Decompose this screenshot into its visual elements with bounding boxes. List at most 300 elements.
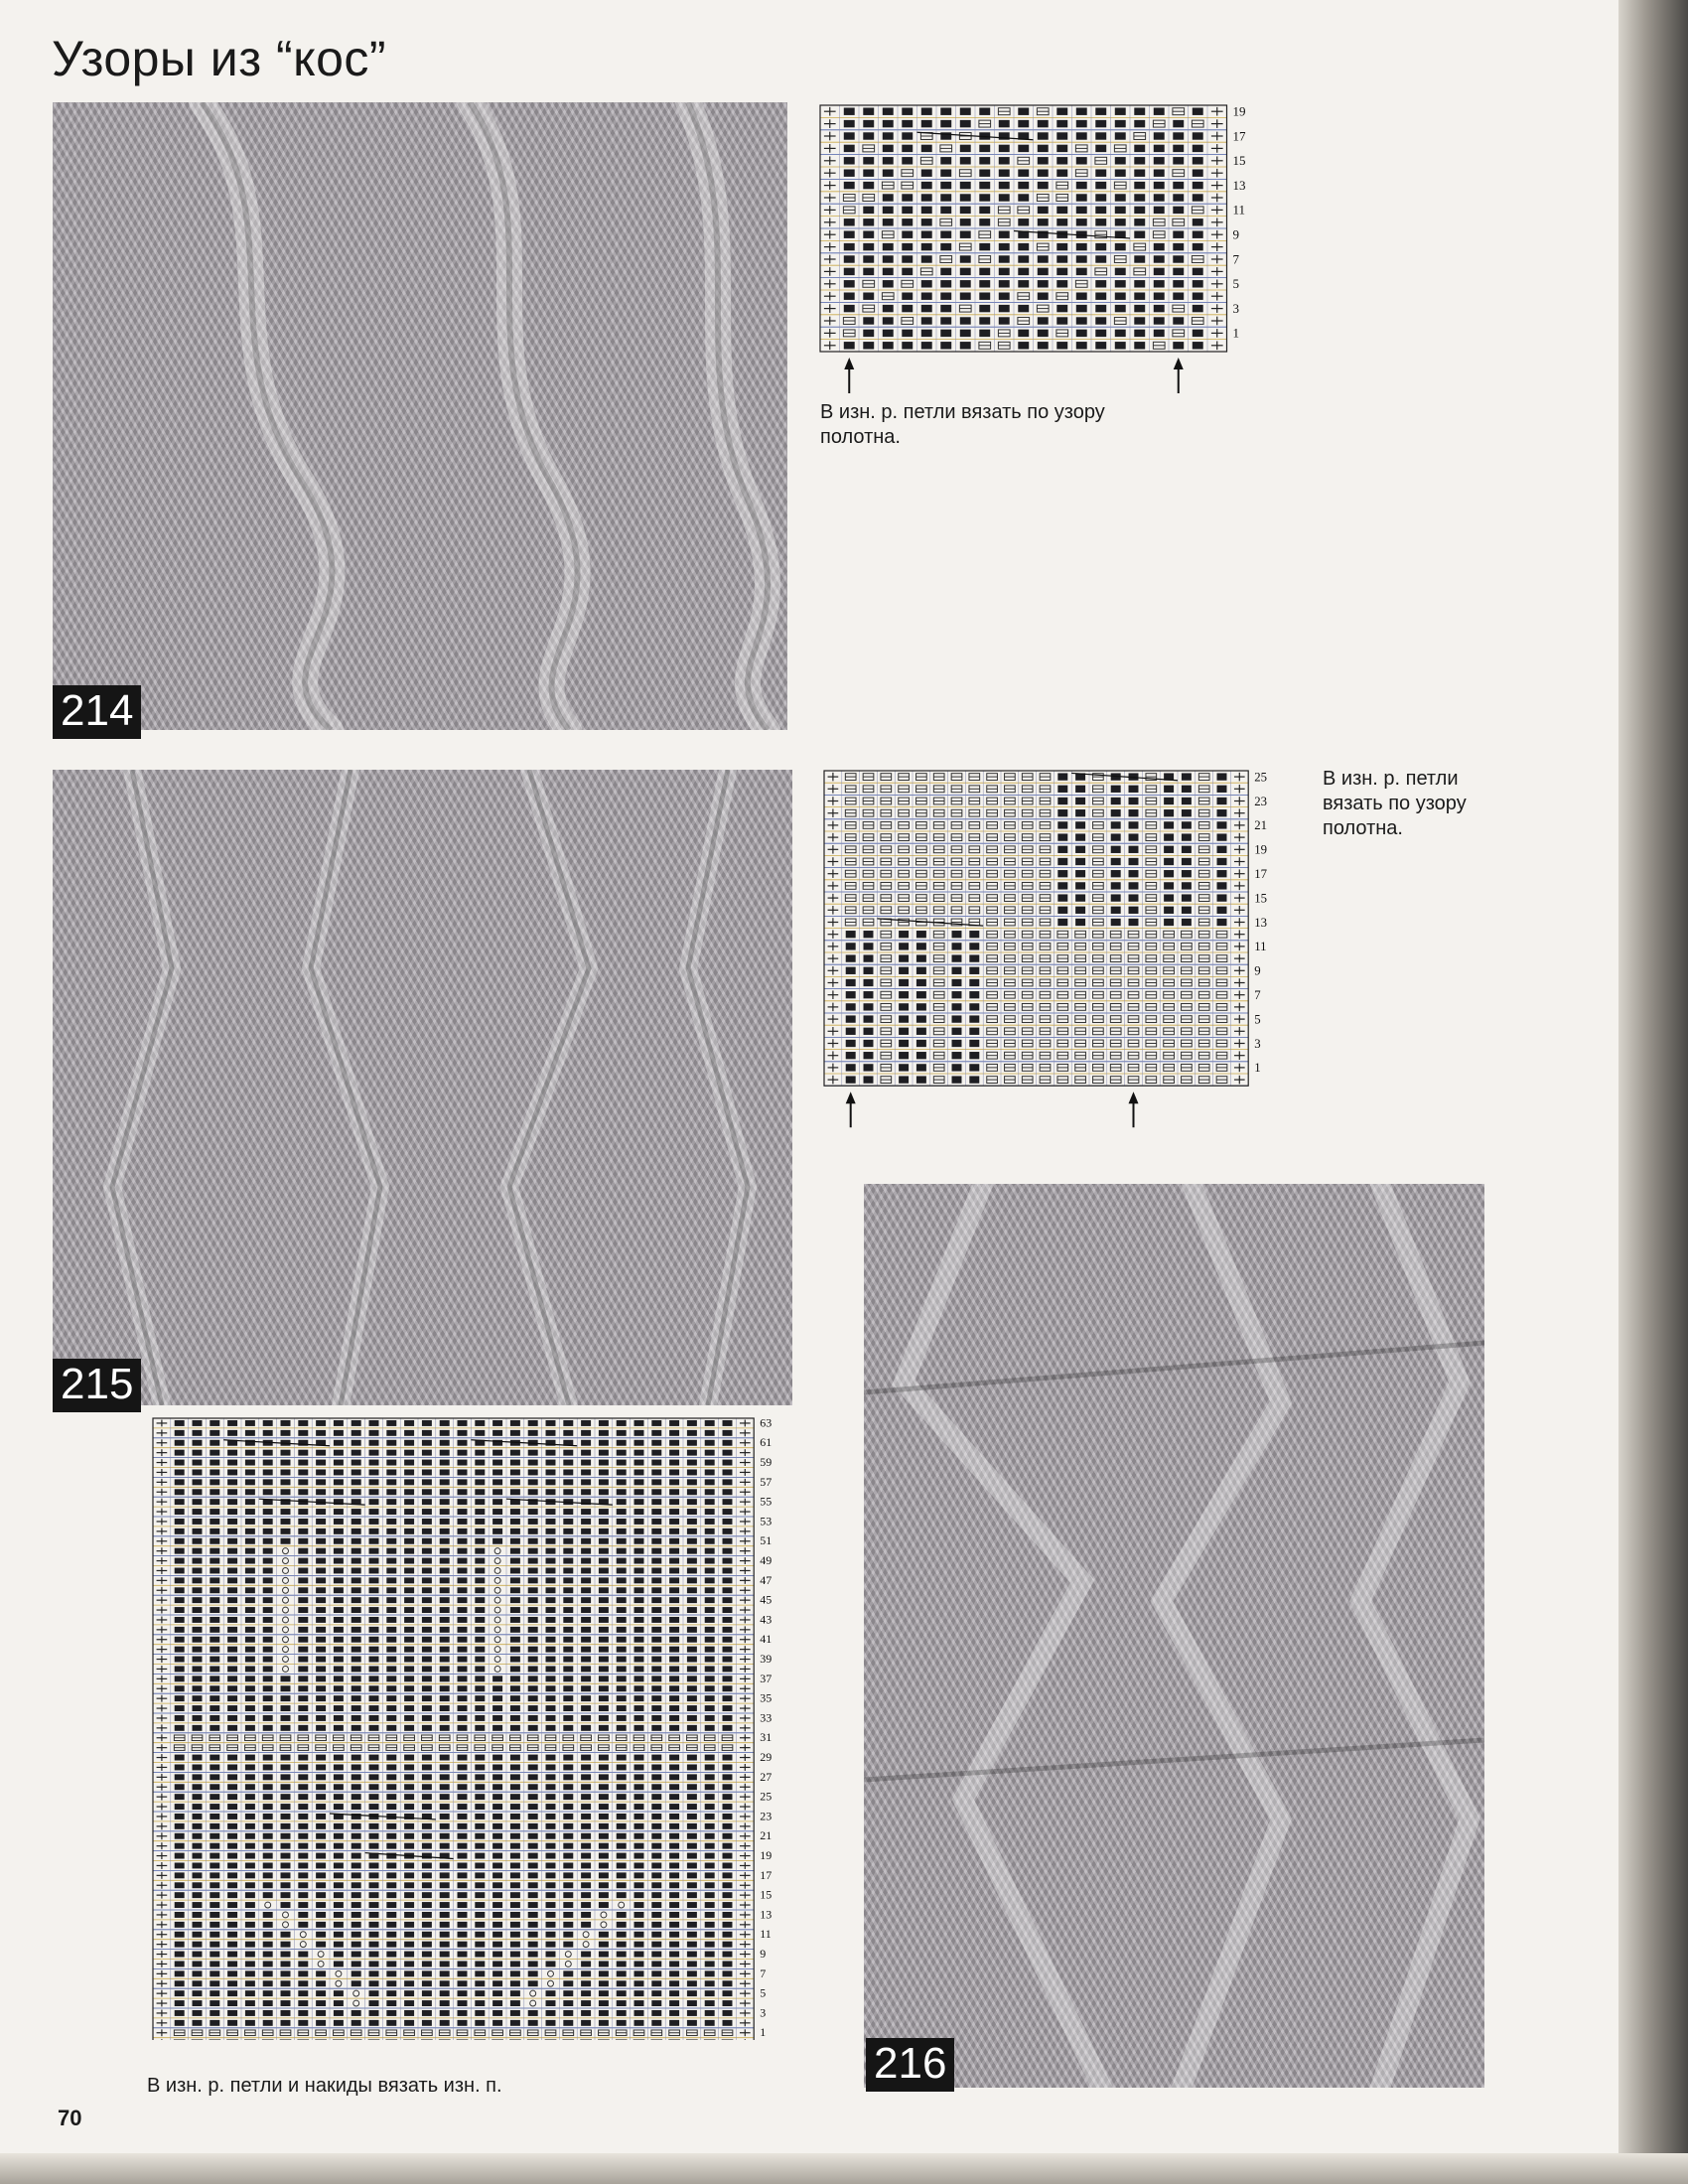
row-label: 7 xyxy=(1232,251,1240,267)
stitch-knit xyxy=(492,1952,502,1958)
stitch-knit xyxy=(492,1922,502,1928)
stitch-knit xyxy=(298,1922,308,1928)
stitch-knit xyxy=(458,1932,468,1938)
stitch-knit xyxy=(352,1872,361,1878)
stitch-knit xyxy=(316,1509,326,1515)
stitch-knit xyxy=(617,1529,627,1534)
stitch-knit xyxy=(599,1853,609,1859)
stitch-knit xyxy=(440,1657,450,1663)
stitch-knit xyxy=(546,1862,556,1868)
stitch-knit xyxy=(193,1430,203,1436)
stitch-knit xyxy=(844,120,855,127)
stitch-knit xyxy=(245,1725,255,1731)
stitch-knit xyxy=(651,1912,661,1918)
stitch-knit xyxy=(651,1420,661,1426)
stitch-knit xyxy=(599,1862,609,1868)
stitch-knit xyxy=(705,1872,715,1878)
stitch-knit xyxy=(352,1912,361,1918)
stitch-knit xyxy=(687,1538,697,1544)
stitch-knit xyxy=(227,1519,237,1525)
stitch-knit xyxy=(669,1666,679,1672)
stitch-knit xyxy=(969,991,979,998)
stitch-knit xyxy=(546,2000,556,2006)
stitch-knit xyxy=(705,1794,715,1800)
stitch-knit xyxy=(651,1882,661,1888)
stitch-knit xyxy=(404,1637,414,1643)
stitch-knit xyxy=(316,1469,326,1475)
stitch-knit xyxy=(440,1764,450,1770)
stitch-knit xyxy=(245,1872,255,1878)
stitch-knit xyxy=(528,1587,538,1593)
stitch-knit xyxy=(1164,870,1174,877)
stitch-knit xyxy=(669,1932,679,1938)
stitch-knit xyxy=(475,2000,485,2006)
stitch-knit xyxy=(669,1784,679,1790)
stitch-knit xyxy=(298,2020,308,2026)
stitch-knit xyxy=(281,1902,291,1908)
stitch-knit xyxy=(1129,882,1139,889)
stitch-knit xyxy=(687,1814,697,1820)
stitch-knit xyxy=(599,1577,609,1583)
stitch-knit xyxy=(546,1902,556,1908)
stitch-knit xyxy=(634,1587,644,1593)
stitch-knit xyxy=(458,1509,468,1515)
stitch-knit xyxy=(386,1695,396,1701)
stitch-knit xyxy=(298,1519,308,1525)
stitch-knit xyxy=(193,1952,203,1958)
stitch-knit xyxy=(1134,169,1145,176)
stitch-knit xyxy=(298,1567,308,1573)
stitch-knit xyxy=(723,1558,733,1564)
stitch-knit xyxy=(617,2010,627,2016)
stitch-knit xyxy=(263,1804,273,1810)
stitch-knit xyxy=(1018,243,1029,250)
stitch-knit xyxy=(1038,169,1049,176)
stitch-knit xyxy=(528,1647,538,1653)
stitch-knit xyxy=(899,991,909,998)
stitch-knit xyxy=(210,1538,219,1544)
stitch-knit xyxy=(634,1499,644,1505)
stitch-knit xyxy=(193,1450,203,1456)
stitch-knit xyxy=(227,1823,237,1829)
stitch-knit xyxy=(705,1932,715,1938)
stitch-knit xyxy=(352,1538,361,1544)
stitch-knit xyxy=(422,1794,432,1800)
stitch-knit xyxy=(510,2010,520,2016)
stitch-knit xyxy=(634,1617,644,1623)
stitch-knit xyxy=(210,1509,219,1515)
stitch-knit xyxy=(404,1499,414,1505)
stitch-knit xyxy=(723,1952,733,1958)
stitch-knit xyxy=(651,1440,661,1446)
stitch-knit xyxy=(705,1862,715,1868)
stitch-knit xyxy=(316,1695,326,1701)
stitch-knit xyxy=(263,1755,273,1761)
stitch-knit xyxy=(193,1942,203,1948)
stitch-knit xyxy=(475,1479,485,1485)
stitch-knit xyxy=(298,1538,308,1544)
stitch-knit xyxy=(1095,280,1106,287)
stitch-knit xyxy=(334,1961,344,1966)
stitch-knit xyxy=(210,1460,219,1466)
stitch-knit xyxy=(440,1833,450,1839)
stitch-knit xyxy=(175,2010,185,2016)
stitch-knit xyxy=(952,1064,962,1071)
stitch-knit xyxy=(510,1558,520,1564)
chart-216 xyxy=(149,1414,844,2040)
stitch-knit xyxy=(227,1892,237,1898)
stitch-knit xyxy=(227,1872,237,1878)
stitch-knit xyxy=(528,1882,538,1888)
stitch-knit xyxy=(227,1862,237,1868)
stitch-knit xyxy=(245,1902,255,1908)
row-label: 7 xyxy=(1254,987,1261,1002)
stitch-knit xyxy=(969,1003,979,1010)
stitch-knit xyxy=(634,1853,644,1859)
stitch-knit xyxy=(245,1823,255,1829)
row-label: 15 xyxy=(1232,153,1246,169)
stitch-knit xyxy=(245,1980,255,1986)
stitch-knit xyxy=(281,1794,291,1800)
stitch-knit xyxy=(386,1637,396,1643)
stitch-knit xyxy=(634,1685,644,1691)
stitch-knit xyxy=(1154,255,1165,262)
stitch-knit xyxy=(193,1843,203,1849)
stitch-knit xyxy=(705,1607,715,1613)
stitch-knit xyxy=(263,1509,273,1515)
stitch-knit xyxy=(864,979,874,986)
stitch-knit xyxy=(352,1597,361,1603)
stitch-knit xyxy=(617,1519,627,1525)
stitch-knit xyxy=(492,1902,502,1908)
row-label: 19 xyxy=(1232,103,1246,119)
stitch-knit xyxy=(193,1804,203,1810)
stitch-knit xyxy=(193,1902,203,1908)
stitch-knit xyxy=(899,943,909,949)
stitch-knit xyxy=(563,1420,573,1426)
stitch-knit xyxy=(546,1558,556,1564)
stitch-knit xyxy=(334,1567,344,1573)
stitch-knit xyxy=(227,1617,237,1623)
stitch-knit xyxy=(581,1725,591,1731)
stitch-knit xyxy=(263,1980,273,1986)
stitch-knit xyxy=(440,1577,450,1583)
stitch-knit xyxy=(687,2020,697,2026)
stitch-knit xyxy=(510,1715,520,1721)
stitch-knit xyxy=(1076,107,1087,114)
stitch-knit xyxy=(458,1970,468,1976)
stitch-knit xyxy=(651,1922,661,1928)
stitch-knit xyxy=(369,1637,379,1643)
stitch-knit xyxy=(563,1685,573,1691)
stitch-knit xyxy=(1018,305,1029,312)
stitch-knit xyxy=(1095,292,1106,299)
stitch-knit xyxy=(404,1489,414,1495)
stitch-knit xyxy=(334,1647,344,1653)
stitch-knit xyxy=(528,1705,538,1711)
stitch-knit xyxy=(475,1499,485,1505)
stitch-yarn-over xyxy=(548,1980,554,1986)
stitch-knit xyxy=(492,1892,502,1898)
stitch-knit xyxy=(492,1882,502,1888)
stitch-knit xyxy=(979,182,990,189)
stitch-knit xyxy=(723,1705,733,1711)
stitch-knit xyxy=(634,1597,644,1603)
stitch-knit xyxy=(581,1685,591,1691)
stitch-knit xyxy=(334,1794,344,1800)
stitch-knit xyxy=(440,1794,450,1800)
row-label: 17 xyxy=(1232,128,1246,144)
stitch-knit xyxy=(475,1617,485,1623)
pattern-number-215: 215 xyxy=(53,1359,141,1412)
stitch-knit xyxy=(492,1489,502,1495)
stitch-knit xyxy=(883,243,894,250)
stitch-knit xyxy=(245,1814,255,1820)
stitch-knit xyxy=(1134,292,1145,299)
stitch-knit xyxy=(298,1647,308,1653)
stitch-knit xyxy=(475,1529,485,1534)
stitch-knit xyxy=(1134,157,1145,164)
stitch-knit xyxy=(475,1902,485,1908)
stitch-knit xyxy=(458,1922,468,1928)
stitch-knit xyxy=(369,1685,379,1691)
stitch-knit xyxy=(369,1489,379,1495)
stitch-knit xyxy=(705,1647,715,1653)
stitch-knit xyxy=(440,1725,450,1731)
stitch-knit xyxy=(528,1567,538,1573)
stitch-knit xyxy=(581,1567,591,1573)
stitch-knit xyxy=(281,1715,291,1721)
stitch-knit xyxy=(334,1529,344,1534)
stitch-knit xyxy=(599,1715,609,1721)
stitch-knit xyxy=(193,1617,203,1623)
stitch-knit xyxy=(298,1961,308,1966)
stitch-knit xyxy=(687,1499,697,1505)
stitch-knit xyxy=(705,1597,715,1603)
stitch-knit xyxy=(687,1774,697,1780)
stitch-knit xyxy=(352,1695,361,1701)
stitch-knit xyxy=(193,1479,203,1485)
stitch-knit xyxy=(510,1814,520,1820)
cable-texture-214 xyxy=(53,102,787,730)
stitch-knit xyxy=(563,1675,573,1681)
stitch-knit xyxy=(940,120,951,127)
stitch-knit xyxy=(316,1460,326,1466)
stitch-knit xyxy=(863,157,874,164)
stitch-knit xyxy=(193,1715,203,1721)
stitch-knit xyxy=(952,991,962,998)
stitch-knit xyxy=(546,1637,556,1643)
stitch-knit xyxy=(352,1460,361,1466)
stitch-knit xyxy=(864,1052,874,1059)
stitch-knit xyxy=(1134,280,1145,287)
stitch-knit xyxy=(546,1833,556,1839)
stitch-knit xyxy=(352,1902,361,1908)
stitch-knit xyxy=(510,1627,520,1633)
stitch-knit xyxy=(1134,120,1145,127)
stitch-knit xyxy=(563,1862,573,1868)
stitch-knit xyxy=(634,1952,644,1958)
stitch-knit xyxy=(634,1567,644,1573)
stitch-knit xyxy=(1038,317,1049,324)
stitch-knit xyxy=(599,1794,609,1800)
stitch-knit xyxy=(581,1872,591,1878)
stitch-knit xyxy=(1057,894,1067,901)
stitch-knit xyxy=(245,1990,255,1996)
row-label: 39 xyxy=(760,1652,773,1667)
stitch-knit xyxy=(1018,280,1029,287)
stitch-knit xyxy=(1056,207,1067,214)
stitch-knit xyxy=(458,1685,468,1691)
stitch-knit xyxy=(651,1499,661,1505)
stitch-knit xyxy=(902,268,913,275)
stitch-knit xyxy=(334,1430,344,1436)
stitch-knit xyxy=(952,954,962,961)
stitch-knit xyxy=(1115,157,1126,164)
stitch-knit xyxy=(669,1420,679,1426)
stitch-knit xyxy=(298,1637,308,1643)
stitch-knit xyxy=(492,1538,502,1544)
stitch-knit xyxy=(210,1627,219,1633)
stitch-knit xyxy=(510,1942,520,1948)
stitch-knit xyxy=(687,1755,697,1761)
stitch-knit xyxy=(599,1617,609,1623)
stitch-knit xyxy=(492,1755,502,1761)
stitch-knit xyxy=(669,1853,679,1859)
stitch-knit xyxy=(844,268,855,275)
stitch-knit xyxy=(210,1450,219,1456)
stitch-knit xyxy=(617,1637,627,1643)
stitch-knit xyxy=(1134,230,1145,237)
stitch-knit xyxy=(528,1460,538,1466)
stitch-knit xyxy=(440,1990,450,1996)
stitch-knit xyxy=(245,1774,255,1780)
row-label: 27 xyxy=(760,1769,773,1784)
stitch-knit xyxy=(1095,182,1106,189)
stitch-knit xyxy=(352,1922,361,1928)
stitch-knit xyxy=(440,1814,450,1820)
stitch-knit xyxy=(617,2020,627,2026)
stitch-knit xyxy=(617,1666,627,1672)
stitch-knit xyxy=(475,1725,485,1731)
stitch-knit xyxy=(298,1469,308,1475)
stitch-knit xyxy=(458,1597,468,1603)
stitch-knit xyxy=(298,1862,308,1868)
stitch-knit xyxy=(245,1479,255,1485)
stitch-yarn-over xyxy=(283,1577,289,1583)
stitch-knit xyxy=(844,182,855,189)
stitch-knit xyxy=(422,1617,432,1623)
stitch-knit xyxy=(705,1489,715,1495)
stitch-knit xyxy=(193,1529,203,1534)
stitch-knit xyxy=(528,1980,538,1986)
stitch-knit xyxy=(960,120,971,127)
stitch-knit xyxy=(281,1479,291,1485)
stitch-knit xyxy=(1076,132,1087,139)
stitch-knit xyxy=(528,1627,538,1633)
row-label: 21 xyxy=(1254,818,1267,833)
stitch-knit xyxy=(422,1774,432,1780)
stitch-knit xyxy=(193,1755,203,1761)
stitch-knit xyxy=(175,1577,185,1583)
stitch-knit xyxy=(404,1657,414,1663)
stitch-knit xyxy=(298,1990,308,1996)
stitch-knit xyxy=(687,1509,697,1515)
stitch-knit xyxy=(723,1460,733,1466)
stitch-knit xyxy=(1075,858,1085,865)
stitch-knit xyxy=(334,1489,344,1495)
stitch-knit xyxy=(386,1774,396,1780)
stitch-knit xyxy=(687,1627,697,1633)
stitch-yarn-over xyxy=(353,1990,359,1996)
stitch-knit xyxy=(617,1952,627,1958)
stitch-knit xyxy=(422,1990,432,1996)
stitch-knit xyxy=(563,1725,573,1731)
stitch-yarn-over xyxy=(494,1647,500,1653)
stitch-knit xyxy=(723,1685,733,1691)
stitch-knit xyxy=(1173,268,1184,275)
stitch-knit xyxy=(723,1990,733,1996)
stitch-knit xyxy=(563,1577,573,1583)
row-label: 19 xyxy=(1254,842,1267,857)
stitch-knit xyxy=(546,1961,556,1966)
stitch-knit xyxy=(960,342,971,349)
stitch-knit xyxy=(175,1970,185,1976)
stitch-knit xyxy=(1057,907,1067,914)
stitch-knit xyxy=(1038,145,1049,152)
stitch-knit xyxy=(563,1558,573,1564)
stitch-knit xyxy=(705,1637,715,1643)
stitch-knit xyxy=(883,157,894,164)
stitch-knit xyxy=(546,1420,556,1426)
stitch-knit xyxy=(960,107,971,114)
stitch-knit xyxy=(723,1970,733,1976)
stitch-knit xyxy=(316,1675,326,1681)
stitch-knit xyxy=(316,1814,326,1820)
stitch-knit xyxy=(1095,120,1106,127)
stitch-knit xyxy=(263,1519,273,1525)
stitch-knit xyxy=(651,1715,661,1721)
stitch-knit xyxy=(334,1892,344,1898)
stitch-knit xyxy=(687,1617,697,1623)
stitch-knit xyxy=(458,1814,468,1820)
stitch-knit xyxy=(245,1942,255,1948)
stitch-knit xyxy=(651,1597,661,1603)
stitch-knit xyxy=(1095,243,1106,250)
stitch-knit xyxy=(1018,107,1029,114)
stitch-knit xyxy=(651,1657,661,1663)
stitch-knit xyxy=(422,1892,432,1898)
stitch-knit xyxy=(369,1764,379,1770)
stitch-knit xyxy=(440,1558,450,1564)
stitch-knit xyxy=(404,2020,414,2026)
stitch-knit xyxy=(422,1932,432,1938)
stitch-knit xyxy=(669,1814,679,1820)
stitch-knit xyxy=(245,1469,255,1475)
stitch-knit xyxy=(227,1912,237,1918)
stitch-knit xyxy=(705,2020,715,2026)
stitch-knit xyxy=(1182,882,1192,889)
stitch-knit xyxy=(175,1440,185,1446)
stitch-knit xyxy=(651,1725,661,1731)
stitch-yarn-over xyxy=(494,1577,500,1583)
stitch-knit xyxy=(369,1872,379,1878)
stitch-knit xyxy=(1154,317,1165,324)
stitch-knit xyxy=(863,230,874,237)
stitch-knit xyxy=(651,1774,661,1780)
stitch-knit xyxy=(440,1529,450,1534)
stitch-knit xyxy=(687,1430,697,1436)
